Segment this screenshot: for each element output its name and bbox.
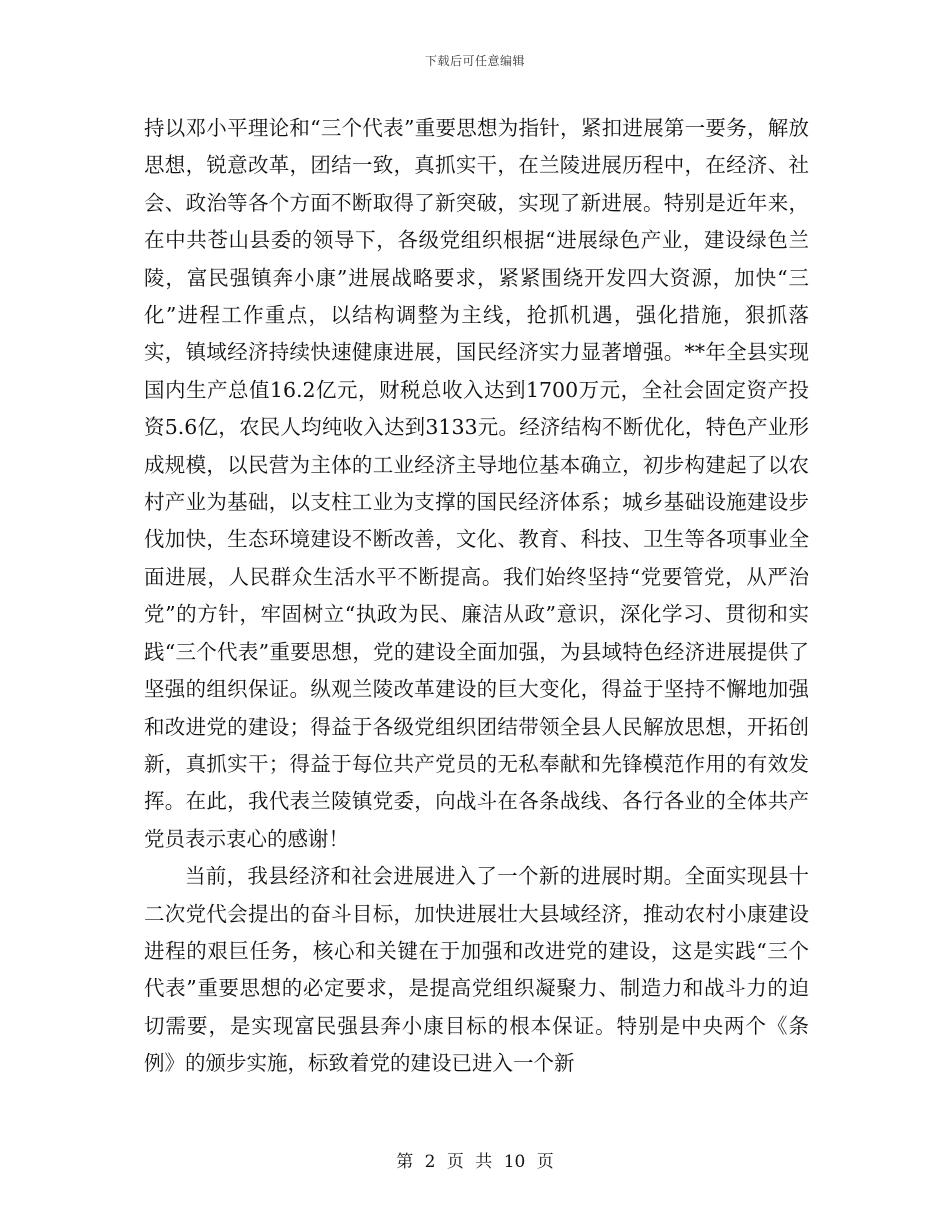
paragraph-1: 持以邓小平理论和“三个代表”重要思想为指针，紧扣进展第一要务，解放思想，锐意改革，团结一致，真抓实干，在兰陵进展历程中，在经济、社会、政治等各个方面不断取得了新突破，实现了新进展。特别是近年来，在中共苍山县委的领导下，各级党组织根据“进展绿色产业，建设绿色兰陵，富民强镇奔小康”进展战略要求，紧紧围绕开发四大资源，加快“三化”进程工作重点，以结构调整为主线，抢抓机遇，强化措施，狠抓落实，镇域经济持续快速健康进展，国民经济实力显著增强。**年全县实现国内生产总值16.2亿元，财税总收入达到1700万元，全社会固定资产投资5.6亿，农民人均纯收入达到3133元。经济结构不断优化，特色产业形成规模，以民营为主体的工业经济主导地位基本确立，初步构建起了以农村产业为基础，以支柱工业为支撑的国民经济体系；城乡基础设施建设步伐加快，生态环境建设不断改善，文化、教育、科技、卫生等各项事业全面进展，人民群众生活水平不断提高。我们始终坚持“党要管党，从严治党”的方针，牢固树立“执政为民、廉洁从政”意识，深化学习、贯彻和实践“三个代表”重要思想，党的建设全面加强，为县域特色经济进展提供了坚强的组织保证。纵观兰陵改革建设的巨大变化，得益于坚持不懈地加强和改进党的建设；得益于各级党组织团结带领全县人民解放思想，开拓创新，真抓实干；得益于每位共产党员的无私奉献和先锋模范作用的有效发挥。在此，我代表兰陵镇党委，向战斗在各条战线、各行各业的全体共产党员表示衷心的感谢！ [144, 116, 809, 851]
page-header-note: 下载后可任意编辑 [424, 54, 525, 68]
page-number: 第 2 页 共 10 页 [396, 1152, 554, 1172]
document-body [144, 110, 809, 1083]
paragraph-2: 当前，我县经济和社会进展进入了一个新的进展时期。全面实现县十二次党代会提出的奋斗目标，加快进展壮大县域经济，推动农村小康建设进程的艰巨任务，核心和关键在于加强和改进党的建设，这是实践“三个代表”重要思想的必定要求，是提高党组织凝聚力、制造力和战斗力的迫切需要，是实现富民强县奔小康目标的根本保证。特别是中央两个《条例》的颁步实施，标致着党的建设已进入一个新 [144, 864, 809, 1076]
